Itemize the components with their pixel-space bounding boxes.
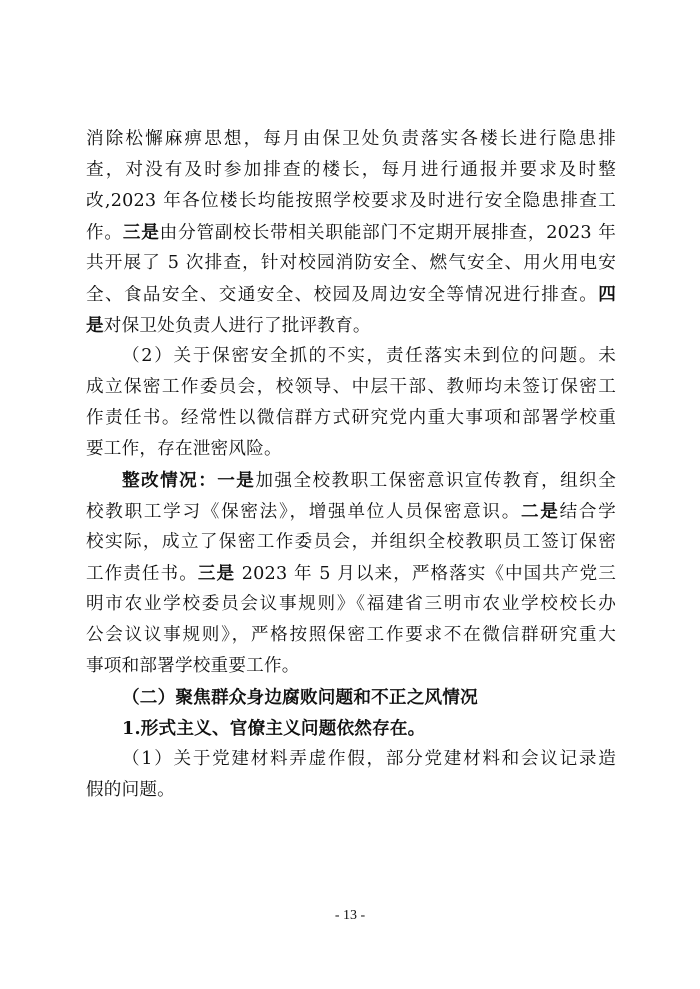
paragraph-party-materials — [86, 744, 616, 806]
text-line — [86, 310, 616, 341]
text-run: 全、食品安全、交通安全、校园及周边安全等情况进行排查。 — [86, 285, 599, 305]
bold-marker: 一是 — [217, 470, 256, 491]
text-run: 由分管副校长带相关职能部门不定期开展排查，2023 年 — [159, 223, 616, 243]
text-run: 工作责任书。 — [86, 564, 198, 584]
section-heading: （二）聚焦群众身边腐败问题和不正之风情况 — [122, 687, 478, 708]
bold-marker: 三是 — [197, 563, 236, 584]
text-line: 作责任书。经常性以微信群方式研究党内重大事项和部署学校重 — [86, 408, 616, 428]
text-run: 校教职工学习《保密法》，增强单位人员保密意识。 — [86, 502, 521, 522]
bold-marker: 二是 — [521, 501, 560, 522]
text-run: 结合学 — [559, 502, 616, 522]
text-line — [86, 217, 616, 248]
text-line — [86, 279, 616, 310]
text-line — [86, 496, 616, 527]
bold-marker: 三是 — [122, 222, 160, 243]
text-line: 事项和部署学校重要工作。 — [86, 656, 300, 676]
text-line: 改,2023 年各位楼长均能按照学校要求及时进行安全隐患排查工 — [86, 191, 616, 211]
text-line: 明市农业学校委员会议事规则》《福建省三明市农业学校校长办 — [86, 594, 616, 614]
paragraph-confidentiality-issue — [86, 341, 616, 465]
bold-marker: 是 — [86, 315, 104, 336]
text-line: 假的问题。 — [86, 780, 175, 800]
bold-marker: 四 — [598, 284, 616, 305]
text-run: 作。 — [86, 223, 123, 243]
text-run: 2023 年 5 月以来，严格落实《中国共产党三 — [235, 564, 616, 584]
text-line: 公会议议事规则》，严格按照保密工作要求不在微信群研究重大 — [86, 625, 616, 645]
text-line — [86, 465, 616, 496]
text-line — [86, 558, 616, 589]
bold-marker: 整改情况： — [122, 470, 218, 491]
text-line: 成立保密工作委员会，校领导、中层干部、教师均未签订保密工 — [86, 377, 616, 397]
text-line: （2）关于保密安全抓的不实，责任落实未到位的问题。未 — [122, 346, 616, 366]
paragraph-rectification — [86, 465, 616, 682]
text-run: 对保卫处负责人进行了批评教育。 — [103, 316, 371, 336]
text-line: 要工作，存在泄密风险。 — [86, 439, 282, 459]
page-number: - 13 - — [334, 908, 366, 923]
text-line: 校实际，成立了保密工作委员会，并组织全校教职员工签订保密 — [86, 532, 616, 552]
text-run: 加强全校教职工保密意识宣传教育，组织全 — [255, 471, 616, 491]
sub-heading: 1.形式主义、官僚主义问题依然存在。 — [122, 718, 426, 739]
text-line: 共开展了 5 次排查，针对校园消防安全、燃气安全、用火用电安 — [86, 253, 616, 273]
paragraph-safety-inspection — [86, 124, 616, 341]
document-body — [86, 124, 616, 806]
text-line: 消除松懈麻痹思想，每月由保卫处负责落实各楼长进行隐患排 — [86, 129, 616, 149]
text-line: （1）关于党建材料弄虚作假，部分党建材料和会议记录造 — [122, 749, 616, 769]
text-line: 查，对没有及时参加排查的楼长，每月进行通报并要求及时整 — [86, 160, 616, 180]
